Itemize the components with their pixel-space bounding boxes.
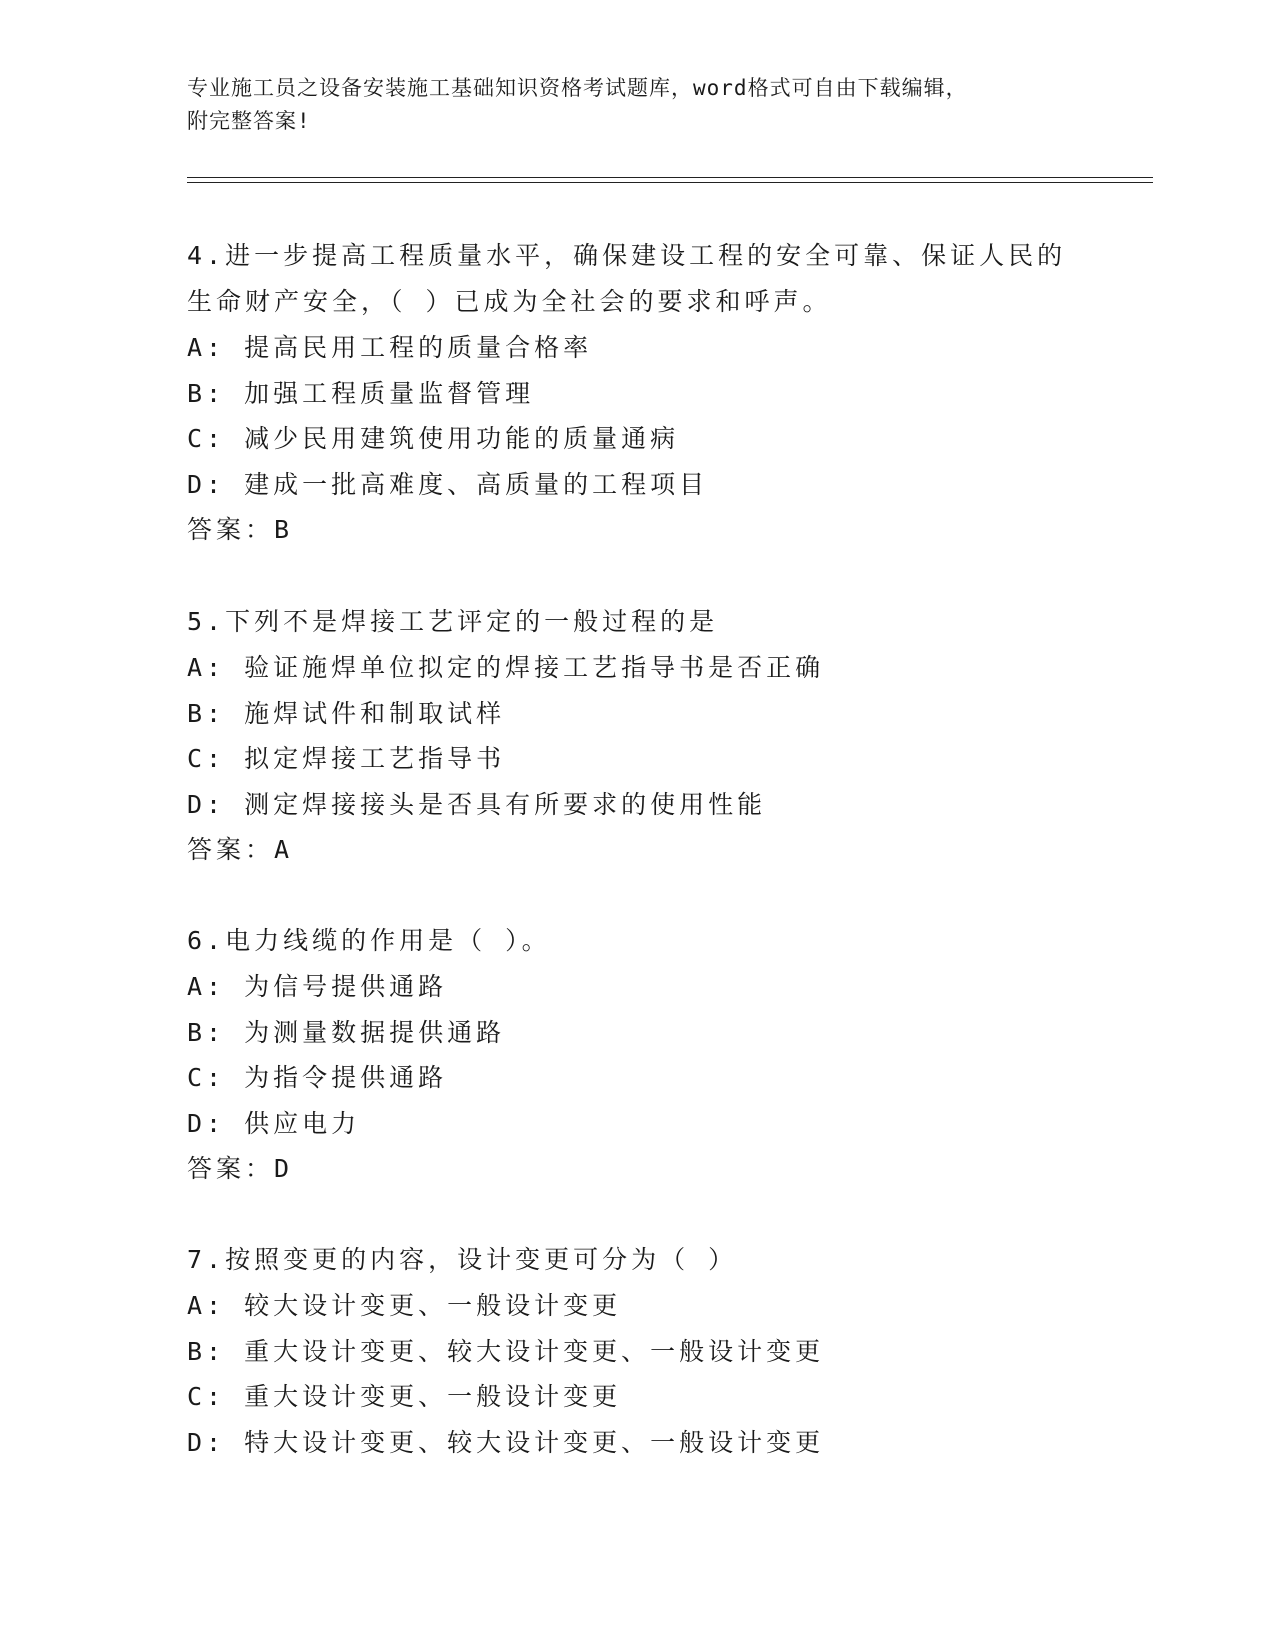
header-line-1: 专业施工员之设备安装施工基础知识资格考试题库，word格式可自由下载编辑， [187, 76, 968, 100]
question-stem-line: 生命财产安全，（ ）已成为全社会的要求和呼声。 [187, 287, 832, 316]
option-d: D: 建成一批高难度、高质量的工程项目 [187, 469, 709, 499]
option-b: B: 施焊试件和制取试样 [187, 698, 506, 728]
header-divider-bottom [187, 182, 1153, 183]
answer-value: B [274, 515, 292, 544]
question-6 [187, 918, 1087, 1192]
answer-label: 答案： [187, 1154, 275, 1183]
answer-line [187, 507, 1087, 553]
question-stem-line: 7.按照变更的内容，设计变更可分为（ ） [187, 1245, 738, 1274]
option-d: D: 测定焊接接头是否具有所要求的使用性能 [187, 789, 767, 819]
question-stem-line: 5.下列不是焊接工艺评定的一般过程的是 [187, 607, 719, 636]
header-line-2: 附完整答案! [187, 109, 311, 133]
option-b: B: 为测量数据提供通路 [187, 1017, 506, 1047]
option-c: C: 拟定焊接工艺指导书 [187, 744, 506, 773]
option-b: B: 加强工程质量监督管理 [187, 378, 535, 408]
option-a: A: 为信号提供通路 [187, 972, 448, 1001]
answer-label: 答案： [187, 515, 275, 544]
option-c: C: 为指令提供通路 [187, 1063, 448, 1092]
option-a: A: 较大设计变更、一般设计变更 [187, 1291, 622, 1320]
question-5 [187, 599, 1087, 873]
option-c: C: 重大设计变更、一般设计变更 [187, 1382, 622, 1411]
option-a: A: 提高民用工程的质量合格率 [187, 333, 593, 362]
option-d: D: 供应电力 [187, 1108, 361, 1138]
document-header [187, 72, 1087, 138]
answer-line [187, 827, 1087, 873]
answer-line [187, 1146, 1087, 1192]
answer-label: 答案： [187, 835, 275, 864]
option-c: C: 减少民用建筑使用功能的质量通病 [187, 424, 680, 453]
question-7 [187, 1237, 1087, 1465]
header-divider-top [187, 177, 1153, 178]
option-a: A: 验证施焊单位拟定的焊接工艺指导书是否正确 [187, 653, 825, 682]
question-stem-line: 6.电力线缆的作用是（ ）。 [187, 926, 551, 955]
answer-value: D [274, 1154, 292, 1183]
answer-value: A [274, 835, 292, 864]
option-b: B: 重大设计变更、较大设计变更、一般设计变更 [187, 1336, 825, 1366]
question-stem-line: 4.进一步提高工程质量水平，确保建设工程的安全可靠、保证人民的 [187, 241, 1067, 270]
option-d: D: 特大设计变更、较大设计变更、一般设计变更 [187, 1427, 825, 1457]
question-4 [187, 233, 1087, 553]
